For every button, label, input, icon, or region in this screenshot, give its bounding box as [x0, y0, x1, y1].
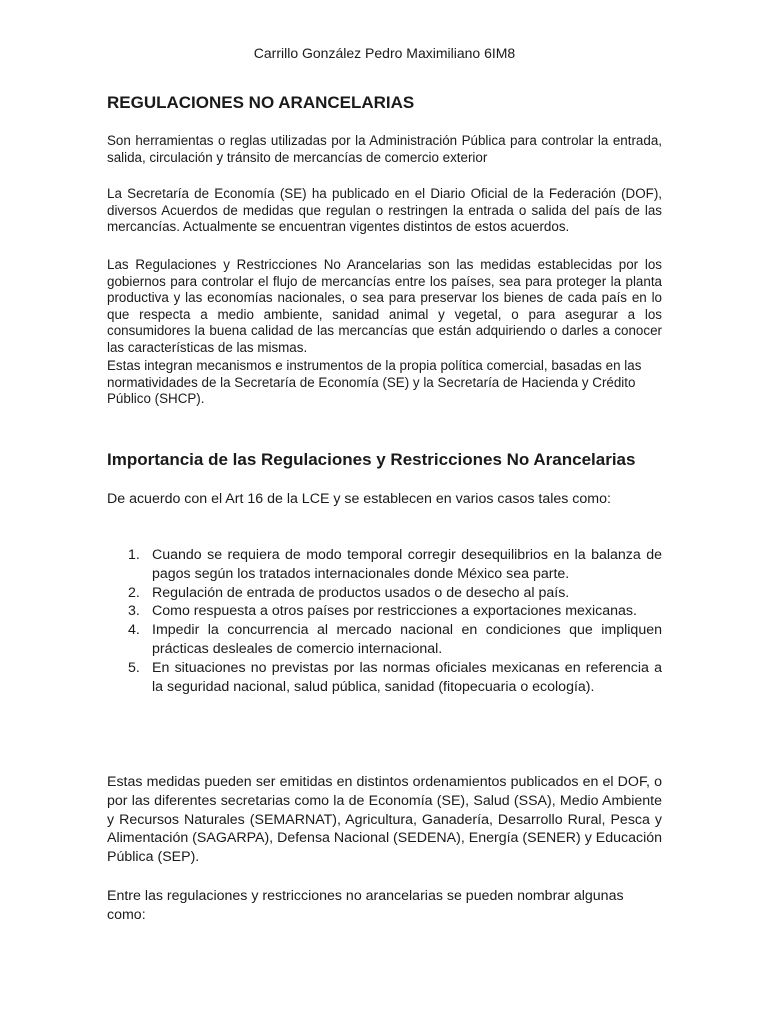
- list-item: [107, 546, 662, 584]
- list-item-text: Regulación de entrada de productos usados o de desecho al país.: [152, 584, 570, 601]
- list-item: [107, 602, 662, 621]
- list-item: [107, 584, 662, 603]
- list-item: [107, 659, 662, 697]
- paragraph-intro-art16: De acuerdo con el Art 16 de la LCE y se establecen en varios casos tales como:: [107, 491, 611, 507]
- list-item-text: Impedir la concurrencia al mercado nacional en condiciones que impliquen prácticas desleales de comercio internacional.: [152, 622, 662, 657]
- list-item-text: Como respuesta a otros países por restricciones a exportaciones mexicanas.: [152, 603, 637, 620]
- section-title-importancia: Importancia de las Regulaciones y Restricciones No Arancelarias: [107, 450, 636, 469]
- paragraph-mecanismos: Estas integran mecanismos e instrumentos de la propia política comercial, basadas en las normatividades de la Secretaría de Economía (SE) y la Secretaría de Hacienda y Crédito Público (SHCP).: [107, 358, 642, 406]
- paragraph-definition: Son herramientas o reglas utilizadas por la Administración Pública para controlar la entrada, salida, circulación y tránsito de mercancías de comercio exterior: [107, 133, 662, 165]
- cases-list: [107, 546, 662, 696]
- author-header: Carrillo González Pedro Maximiliano 6IM8: [253, 45, 516, 61]
- list-item-number: 1.: [128, 547, 140, 563]
- list-item-number: 5.: [128, 659, 140, 676]
- paragraph-entre-regulaciones: Entre las regulaciones y restricciones no arancelarias se pueden nombrar algunas como:: [107, 888, 624, 923]
- paragraph-ordenamientos: Estas medidas pueden ser emitidas en distintos ordenamientos publicados en el DOF, o por las diferentes secretarias como la de Economía (SE), Salud (SSA), Medio Ambiente y Recursos Naturales (SEMARNAT), Agricultura, Ganadería, Desarrollo Rural, Pesca y Alimentación (SAGARPA), Defensa Nacional (SEDENA), Energía (SENER) y Educación Pública (SEP).: [107, 774, 662, 866]
- paragraph-secretaria-economia: La Secretaría de Economía (SE) ha publicado en el Diario Oficial de la Federación (DOF), diversos Acuerdos de medidas que regulan o restringen la entrada o salida del país de las mercancías. Actualmente se encuentran vigentes distintos de estos acuerdos.: [107, 186, 662, 234]
- section-title-regulaciones: REGULACIONES NO ARANCELARIAS: [107, 93, 415, 112]
- list-item-number: 2.: [128, 584, 140, 601]
- list-item: [107, 621, 662, 659]
- list-item-text: Cuando se requiera de modo temporal corregir desequilibrios en la balanza de pagos según los tratados internacionales donde México sea parte.: [152, 547, 662, 582]
- paragraph-regulaciones-restricciones: Las Regulaciones y Restricciones No Arancelarias son las medidas establecidas por los gobiernos para controlar el flujo de mercancías entre los países, sea para proteger la planta productiva y las economías nacionales, o sea para preservar los bienes de cada país en lo que respecta a medio ambiente, sanidad animal y vegetal, o para asegurar a los consumidores la buena calidad de las mercancías que están adquiriendo o darles a conocer las características de las mismas.: [107, 257, 662, 355]
- list-item-text: En situaciones no previstas por las normas oficiales mexicanas en referencia a la seguridad nacional, salud pública, sanidad (fitopecuaria o ecología).: [152, 659, 662, 695]
- list-item-number: 3.: [128, 603, 140, 620]
- list-item-number: 4.: [128, 622, 140, 639]
